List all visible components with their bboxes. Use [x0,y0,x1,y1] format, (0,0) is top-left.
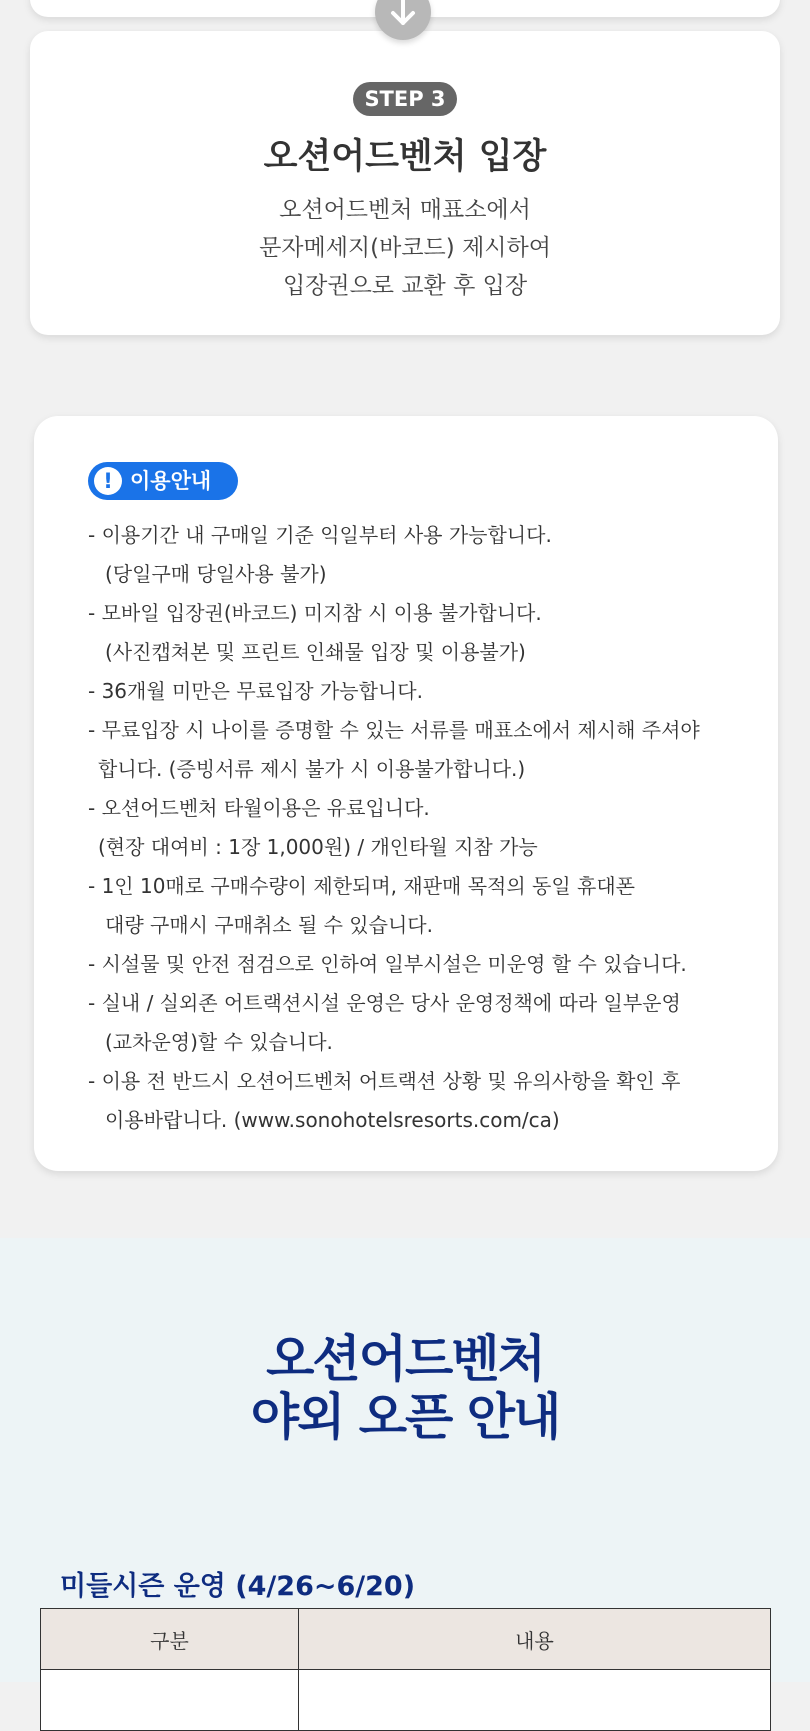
step-description [30,191,780,305]
schedule-table [40,1608,771,1731]
exclamation-icon: ! [94,467,122,495]
usage-notice-label: 이용안내 [130,469,212,493]
list-item: - 36개월 미만은 무료입장 가능합니다. [88,679,423,703]
step-card [30,31,780,335]
list-item: - 시설물 및 안전 점검으로 인하여 일부시설은 미운영 할 수 있습니다. [88,952,687,976]
step-description-line: 입장권으로 교환 후 입장 [282,273,528,299]
outdoor-open-section [0,1238,810,1682]
notice-list [88,516,768,1140]
step-description-line: 오션어드벤처 매표소에서 [279,197,531,223]
table-header-category: 구분 [41,1609,299,1670]
usage-notice-badge [88,462,238,500]
step-title: 오션어드벤처 입장 [263,137,547,177]
list-item: - 모바일 입장권(바코드) 미지참 시 이용 불가합니다. (사진캡쳐본 및 프린트 인쇄물 입장 및 이용불가) [88,601,542,664]
list-item: - 오션어드벤처 타월이용은 유료입니다. (현장 대여비 : 1장 1,000원) / 개인타월 지참 가능 [88,796,538,859]
list-item: - 실내 / 실외존 어트랙션시설 운영은 당사 운영정책에 따라 일부운영 (교차운영)할 수 있습니다. [88,991,681,1054]
table-header-content: 내용 [299,1609,771,1670]
list-item: - 이용기간 내 구매일 기준 익일부터 사용 가능합니다. (당일구매 당일사용 불가) [88,523,552,586]
step-description-line: 문자메세지(바코드) 제시하여 [259,235,551,261]
step-badge: STEP 3 [353,82,457,116]
list-item: - 1인 10매로 구매수량이 제한되며, 재판매 목적의 동일 휴대폰 대량 구매시 구매취소 될 수 있습니다. [88,874,635,937]
section-title: 오션어드벤처 야외 오픈 안내 [250,1330,560,1446]
usage-notice-card [34,416,778,1171]
list-item: - 무료입장 시 나이를 증명할 수 있는 서류를 매표소에서 제시해 주셔야 합니다. (증빙서류 제시 불가 시 이용불가합니다.) [88,718,700,781]
table-cell [299,1670,771,1731]
table-cell [41,1670,299,1731]
list-item: - 이용 전 반드시 오션어드벤처 어트랙션 상황 및 유의사항을 확인 후 이용바랍니다. (www.sonohotelsresorts.com/ca) [88,1069,681,1132]
season-title: 미들시즌 운영 (4/26~6/20) [60,1571,416,1602]
